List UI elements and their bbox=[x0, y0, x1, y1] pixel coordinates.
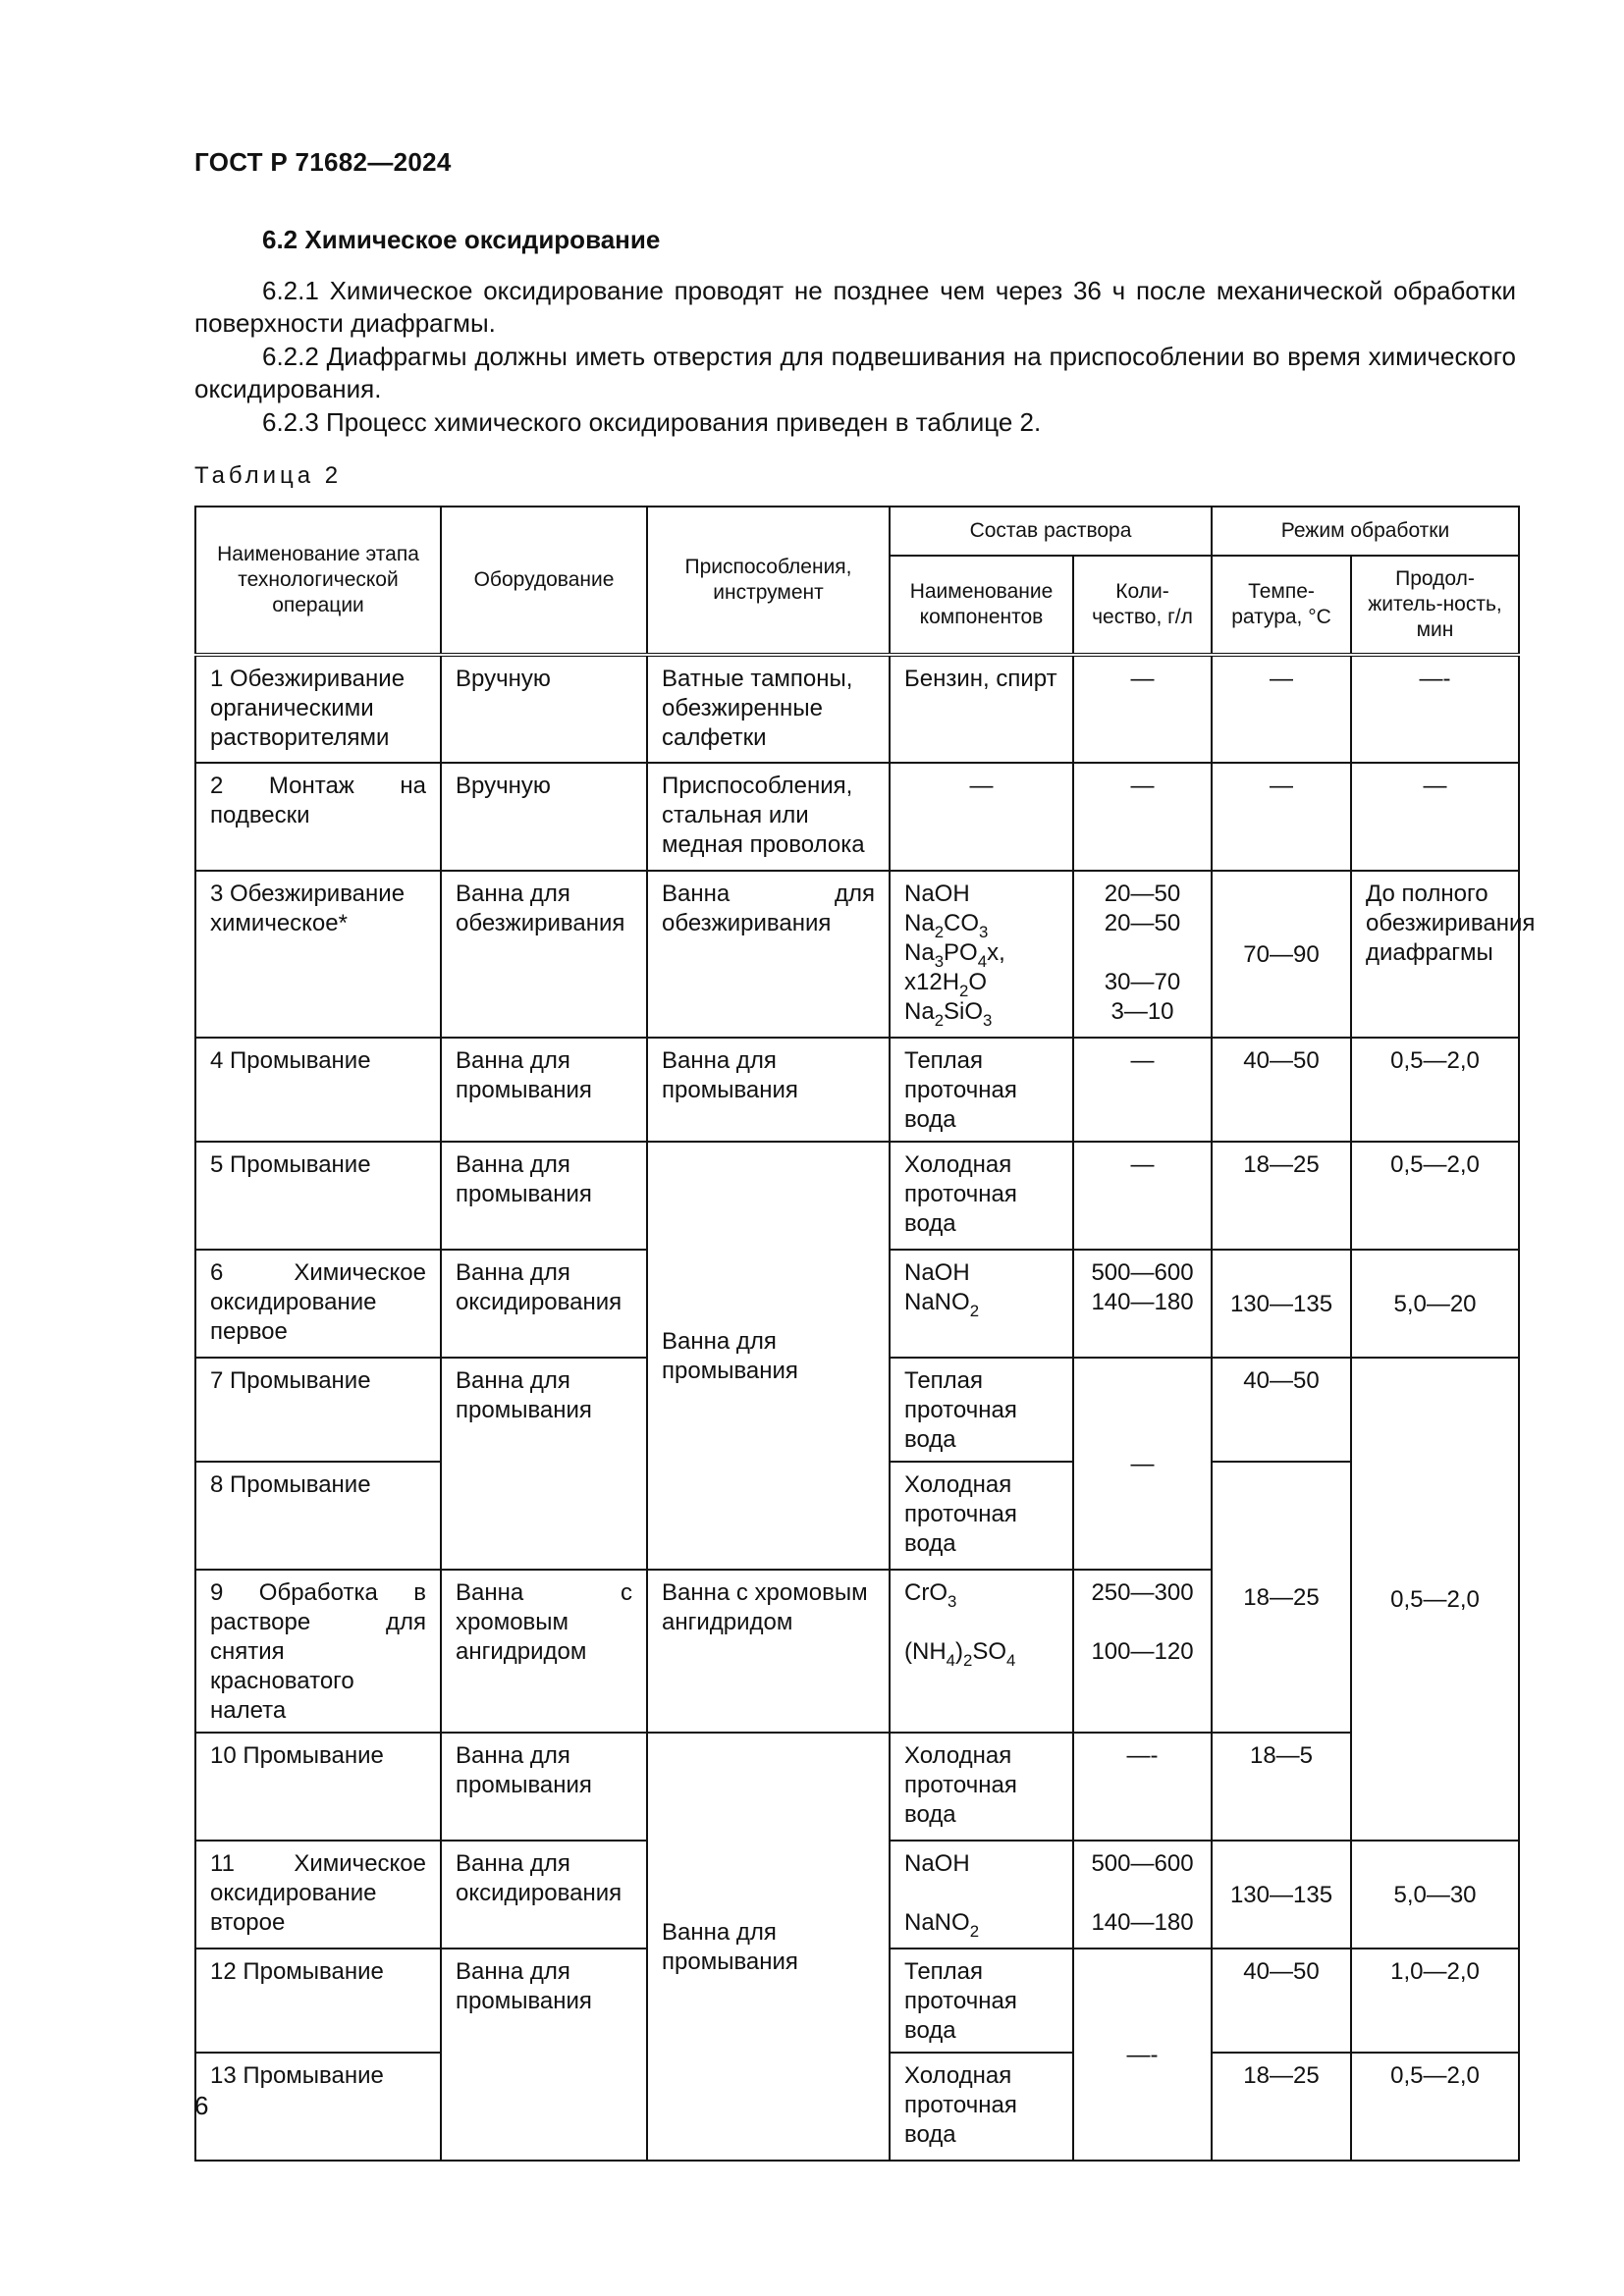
cell-stage: 9 Обработка в растворе для снятия красноватого налета bbox=[195, 1570, 441, 1733]
cell-temperature: 40—50 bbox=[1212, 1038, 1351, 1142]
table-row bbox=[195, 871, 1519, 1038]
cell-equipment: Ванна для промывания bbox=[441, 1358, 647, 1570]
cell-duration: 0,5—2,0 bbox=[1351, 1038, 1519, 1142]
process-table bbox=[194, 506, 1536, 2162]
cell-duration: 5,0—20 bbox=[1351, 1250, 1519, 1358]
component-formula: NaOH bbox=[904, 881, 970, 907]
amount-value: 140—180 bbox=[1091, 1289, 1194, 1315]
cell-duration: 1,0—2,0 bbox=[1351, 1949, 1519, 2053]
cell-tools-merged: Ванна для промывания bbox=[647, 1142, 890, 1570]
component-formula: NaOH bbox=[904, 1850, 970, 1877]
cell-tools: Приспособления, стальная или медная проволока bbox=[647, 763, 890, 871]
cell-stage: 1 Обезжиривание органическими растворителями bbox=[195, 655, 441, 763]
component-formula: NaNO$_2$ bbox=[904, 1909, 980, 1941]
header-amount: Коли-чество, г/л bbox=[1073, 556, 1212, 655]
cell-stage: 2 Монтаж на подвески bbox=[195, 763, 441, 871]
paragraph-6-2-2 bbox=[194, 341, 1516, 405]
header-mode: Режим обработки bbox=[1212, 507, 1519, 556]
cell-components: Теплая проточная вода bbox=[890, 1358, 1073, 1462]
component-formula: $Na_2SiO_3$ bbox=[904, 998, 993, 1030]
cell-amount-merged: — bbox=[1073, 1358, 1212, 1570]
cell-stage: 10 Промывание bbox=[195, 1733, 441, 1841]
amount-value: 100—120 bbox=[1091, 1638, 1194, 1665]
cell-temperature: 130—135 bbox=[1212, 1250, 1351, 1358]
cell-tools: Ванна для промывания bbox=[647, 1038, 890, 1142]
component-formula: $(NH_4)_2SO_4$ bbox=[904, 1638, 1016, 1670]
cell-temperature: 130—135 bbox=[1212, 1841, 1351, 1949]
cell-amount: — bbox=[1073, 655, 1212, 763]
amount-value: 20—50 bbox=[1104, 910, 1181, 936]
table-row bbox=[195, 763, 1519, 871]
paragraph-6-2-3 bbox=[194, 406, 1516, 439]
table-row bbox=[195, 1038, 1519, 1142]
component-formula: NaNO$_2$ bbox=[904, 1289, 980, 1320]
cell-tools: Ватные тампоны, обезжиренные салфетки bbox=[647, 655, 890, 763]
cell-stage: 12 Промывание bbox=[195, 1949, 441, 2053]
cell-temperature: 70—90 bbox=[1212, 871, 1351, 1038]
cell-equipment: Ванна с хромовым ангидридом bbox=[441, 1570, 647, 1733]
cell-stage: 6 Химическое оксидирование первое bbox=[195, 1250, 441, 1358]
cell-components bbox=[890, 1841, 1073, 1949]
cell-components: Холодная проточная вода bbox=[890, 1142, 1073, 1250]
cell-equipment: Ванна для оксидирования bbox=[441, 1841, 647, 1949]
cell-amount: — bbox=[1073, 763, 1212, 871]
cell-temperature: 18—25 bbox=[1212, 1142, 1351, 1250]
cell-components: Холодная проточная вода bbox=[890, 2053, 1073, 2161]
cell-temperature: 40—50 bbox=[1212, 1358, 1351, 1462]
paragraph-6-2-1 bbox=[194, 275, 1516, 340]
header-temperature: Темпе-ратура, °С bbox=[1212, 556, 1351, 655]
cell-amount: — bbox=[1073, 1142, 1212, 1250]
cell-amount bbox=[1073, 1841, 1212, 1949]
cell-amount bbox=[1073, 1570, 1212, 1733]
amount-value: 250—300 bbox=[1091, 1579, 1194, 1606]
cell-duration-merged: 0,5—2,0 bbox=[1351, 1358, 1519, 1841]
document-header: ГОСТ Р 71682—2024 bbox=[194, 147, 452, 177]
cell-temperature: 40—50 bbox=[1212, 1949, 1351, 2053]
paragraph-text: 6.2.3 Процесс химического оксидирования приведен в таблице 2. bbox=[262, 407, 1042, 437]
cell-duration: До полного обезжиривания диафрагмы bbox=[1351, 871, 1519, 1038]
paragraph-text: 6.2.2 Диафрагмы должны иметь отверстия для подвешивания на приспособлении во время химического оксидирования. bbox=[194, 342, 1516, 403]
cell-temperature-merged: 18—25 bbox=[1212, 1462, 1351, 1733]
component-formula: $x12H_2O$ bbox=[904, 969, 988, 1000]
cell-temperature: 18—25 bbox=[1212, 2053, 1351, 2161]
cell-stage: 13 Промывание bbox=[195, 2053, 441, 2161]
cell-equipment: Ванна для промывания bbox=[441, 1733, 647, 1841]
cell-stage: 3 Обезжиривание химическое* bbox=[195, 871, 441, 1038]
cell-components: — bbox=[890, 763, 1073, 871]
cell-equipment: Ванна для промывания bbox=[441, 1949, 647, 2161]
cell-duration: 0,5—2,0 bbox=[1351, 2053, 1519, 2161]
cell-equipment: Ванна для промывания bbox=[441, 1038, 647, 1142]
cell-tools: Ванна для обезжиривания bbox=[647, 871, 890, 1038]
cell-duration: 0,5—2,0 bbox=[1351, 1142, 1519, 1250]
page-number: 6 bbox=[194, 2091, 209, 2120]
cell-components bbox=[890, 1250, 1073, 1358]
amount-value: 30—70 bbox=[1104, 969, 1181, 995]
component-formula: $Na_2CO_3$ bbox=[904, 910, 989, 941]
cell-components: Холодная проточная вода bbox=[890, 1733, 1073, 1841]
cell-equipment: Ванна для оксидирования bbox=[441, 1250, 647, 1358]
cell-stage: 5 Промывание bbox=[195, 1142, 441, 1250]
header-components: Наименование компонентов bbox=[890, 556, 1073, 655]
cell-components: Холодная проточная вода bbox=[890, 1462, 1073, 1570]
cell-duration: — bbox=[1351, 763, 1519, 871]
cell-stage: 11 Химическое оксидирование второе bbox=[195, 1841, 441, 1949]
cell-components: Теплая проточная вода bbox=[890, 1038, 1073, 1142]
cell-duration: 5,0—30 bbox=[1351, 1841, 1519, 1949]
paragraph-text: 6.2.1 Химическое оксидирование проводят не позднее чем через 36 ч после механической обработки поверхности диафрагмы. bbox=[194, 276, 1516, 338]
cell-amount: — bbox=[1073, 1038, 1212, 1142]
amount-value: 3—10 bbox=[1110, 998, 1174, 1025]
cell-amount: —- bbox=[1073, 1733, 1212, 1841]
component-formula: CrO$_3$ bbox=[904, 1579, 957, 1611]
cell-duration: —- bbox=[1351, 655, 1519, 763]
cell-equipment: Ванна для промывания bbox=[441, 1142, 647, 1250]
header-duration: Продол-житель-ность, мин bbox=[1351, 556, 1519, 655]
section-title: 6.2 Химическое оксидирование bbox=[262, 225, 661, 254]
header-stage: Наименование этапа технологической операции bbox=[195, 507, 441, 655]
amount-value: 500—600 bbox=[1091, 1259, 1194, 1286]
header-equipment: Оборудование bbox=[441, 507, 647, 655]
cell-stage: 7 Промывание bbox=[195, 1358, 441, 1462]
cell-components bbox=[890, 871, 1073, 1038]
cell-temperature: — bbox=[1212, 655, 1351, 763]
amount-value: 20—50 bbox=[1104, 881, 1181, 907]
header-tools: Приспособления, инструмент bbox=[647, 507, 890, 655]
component-formula: NaOH bbox=[904, 1259, 970, 1286]
table-row bbox=[195, 1142, 1519, 1250]
cell-equipment: Вручную bbox=[441, 763, 647, 871]
cell-amount bbox=[1073, 1250, 1212, 1358]
cell-amount-merged: —- bbox=[1073, 1949, 1212, 2161]
cell-tools: Ванна с хромовым ангидридом bbox=[647, 1570, 890, 1733]
amount-value: 140—180 bbox=[1091, 1909, 1194, 1936]
cell-components: Бензин, спирт bbox=[890, 655, 1073, 763]
cell-amount bbox=[1073, 871, 1212, 1038]
cell-tools-merged: Ванна для промывания bbox=[647, 1733, 890, 2161]
cell-components bbox=[890, 1570, 1073, 1733]
table-row bbox=[195, 655, 1519, 763]
header-solution: Состав раствора bbox=[890, 507, 1212, 556]
cell-temperature: 18—5 bbox=[1212, 1733, 1351, 1841]
cell-equipment: Ванна для обезжиривания bbox=[441, 871, 647, 1038]
cell-components: Теплая проточная вода bbox=[890, 1949, 1073, 2053]
cell-equipment: Вручную bbox=[441, 655, 647, 763]
table-caption: Таблица 2 bbox=[194, 462, 343, 489]
table-row bbox=[195, 1733, 1519, 1841]
component-formula: $Na_3PO_4x$, bbox=[904, 939, 1005, 971]
cell-stage: 8 Промывание bbox=[195, 1462, 441, 1570]
cell-stage: 4 Промывание bbox=[195, 1038, 441, 1142]
cell-temperature: — bbox=[1212, 763, 1351, 871]
amount-value: 500—600 bbox=[1091, 1850, 1194, 1877]
